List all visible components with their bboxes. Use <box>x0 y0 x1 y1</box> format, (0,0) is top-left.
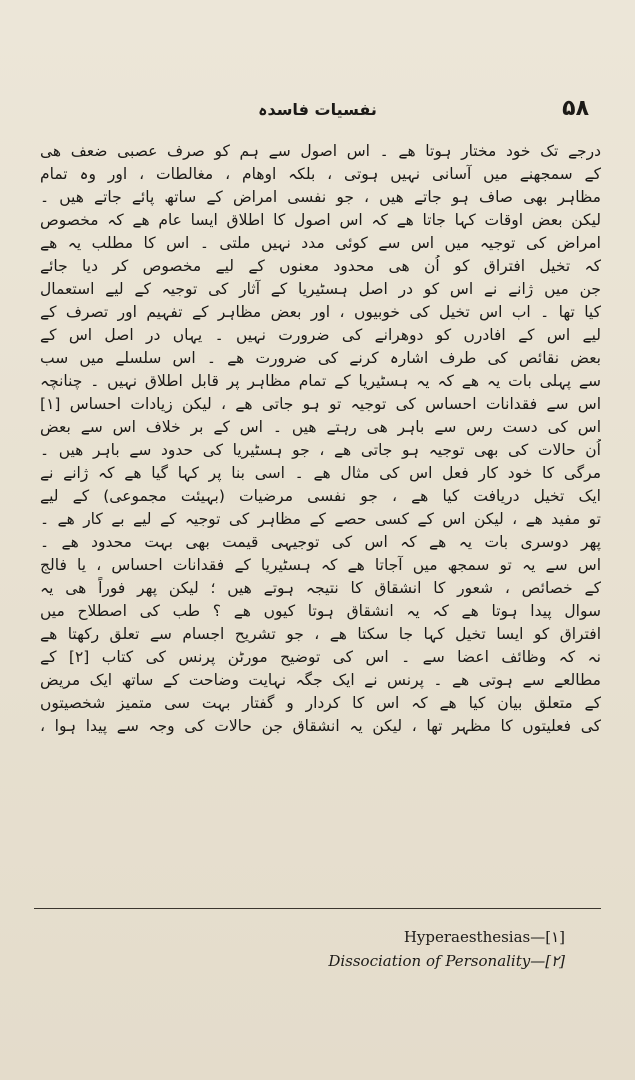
text-line: مطالعے سے ہوتی ھے ۔ پرنس نے ایک جگہ نہایت وضاحت کے ساتھ ایک مریض <box>40 671 601 689</box>
text-line: پھر دوسری بات یہ ھے کہ اس کی توجیہی قیمت بھی بہت محدود ھے ۔ <box>40 533 601 551</box>
text-line: اُن حالات کی بھی توجیہ ہو جاتی ھے ، جو ہسٹیریا کی حدود سے باہر ھیں ۔ <box>40 441 601 459</box>
text-line: کے خصائص ، شعور کا انشقاق کا نتیجہ ہوتے ھیں ؛ لیکن پھر فوراً ھی یہ <box>40 579 601 597</box>
text-line: مظاہر بھی صاف ہو جاتے ھیں ، جو نفسی امراض کے ساتھ پائے جاتے ھیں ۔ <box>40 188 601 206</box>
text-line: اس سے یہ تو سمجھ میں آجاتا ھے کہ ہسٹیریا کے فقدانات احساس ، یا فالج <box>40 556 601 574</box>
text-line: افتراق کو ایسا تخیل کہا جا سکتا ھے ، جو تشریح اجسام سے تعلق رکھتا ھے <box>40 625 601 643</box>
footnote-2 <box>40 949 565 973</box>
text-line: اس سے فقدانات احساس کی توجیہ تو ہو جاتی ھے ، لیکن زیادات احساس [۱] <box>40 395 601 413</box>
footnote-2-text: Dissociation of Personality—[۲] <box>328 952 565 970</box>
text-line: جن میں ژانے نے اس کو در اصل ہسٹیریا کے آثار کی توجیہ کے لیے استعمال <box>40 280 601 298</box>
text-line: سوال پیدا ہوتا ھے کہ یہ انشقاق ہوتا کیوں ھے ؟ طب کی اصطلاح میں <box>40 602 601 620</box>
text-line: امراض کی توجیہ میں اس سے کوئی مدد نہیں ملتی ۔ اس کا مطلب یہ ھے <box>40 234 601 252</box>
footnote-divider <box>34 908 601 909</box>
page-header <box>40 96 595 132</box>
footnote-1: Hyperaesthesias—[۱] <box>403 928 565 946</box>
text-line: مرگی کا خود کار فعل اس کی مثال ھے ۔ اسی بنا پر کہا گیا ھے کہ ژانے نے <box>40 464 601 482</box>
text-line: اس کی دست رس سے باہر ھی رہتے ھیں ۔ اس کے بر خلاف اس سے بعض <box>40 418 601 436</box>
text-line: کی فعلیتوں کا مظہر تھا ، لیکن یہ انشقاق جن حالات کی وجہ سے پیدا ہوا ، <box>40 717 601 735</box>
text-line: کے متعلق بیان کیا ھے کہ اس کا کردار و گفتار بہت سی متمیز شخصیتوں <box>40 694 601 712</box>
body-text <box>40 140 601 738</box>
page-number: ۵۸ <box>562 96 589 121</box>
text-line: کیا تھا ۔ اب اس تخیل کی خوبیوں ، اور بعض مظاہر کے تفہیم اور تصرف کے <box>40 303 601 321</box>
text-line: تو مفید ھے ، لیکن اس کے کسی حصے کے مظاہر کی توجیہ کے لیے بے کار ھے ۔ <box>40 510 601 528</box>
text-line: درجے تک خود مختار ہوتا ھے ۔ اس اصول سے ہم کو صرف عصبی ضعف ھی <box>40 142 601 160</box>
text-line: نہ کہ وظائف اعضا سے ۔ اس کی توضیح مورٹن پرنس کی کتاب [۲] کے <box>40 648 601 666</box>
text-line: ایک تخیل دریافت کیا ھے ، جو نفسی مرضیات (بہیئت مجموعی) کے لیے <box>40 487 601 505</box>
text-line: کہ تخیل افتراق کو اُن ھی محدود معنوں کے لیے مخصوص کر دیا جائے <box>40 257 601 275</box>
text-line: بعض نقائص کی طرف اشارہ کرنے کی ضرورت ھے ۔ اس سلسلے میں سب <box>40 349 601 367</box>
footnotes <box>40 925 565 973</box>
text-line: سے پہلی بات یہ ھے کہ یہ ہسٹیریا کے تمام مظاہر پر قابل اطلاق نہیں ۔ چنانچہ <box>40 372 601 390</box>
text-line: کے سمجھنے میں آسانی نہیں ہوتی ، بلکہ اوھام ، مغالطات ، اور وہ تمام <box>40 165 601 183</box>
text-line: لیے اس کے افادرں کو دوھرانے کی ضرورت نہیں ۔ یہاں در اصل اس کے <box>40 326 601 344</box>
running-title: نفسیات فاسدہ <box>258 100 377 119</box>
text-line: لیکن بعض اوقات کہا جاتا ھے کہ اس اصول کا اطلاق ایسا عام ھے کہ مخصوص <box>40 211 601 229</box>
